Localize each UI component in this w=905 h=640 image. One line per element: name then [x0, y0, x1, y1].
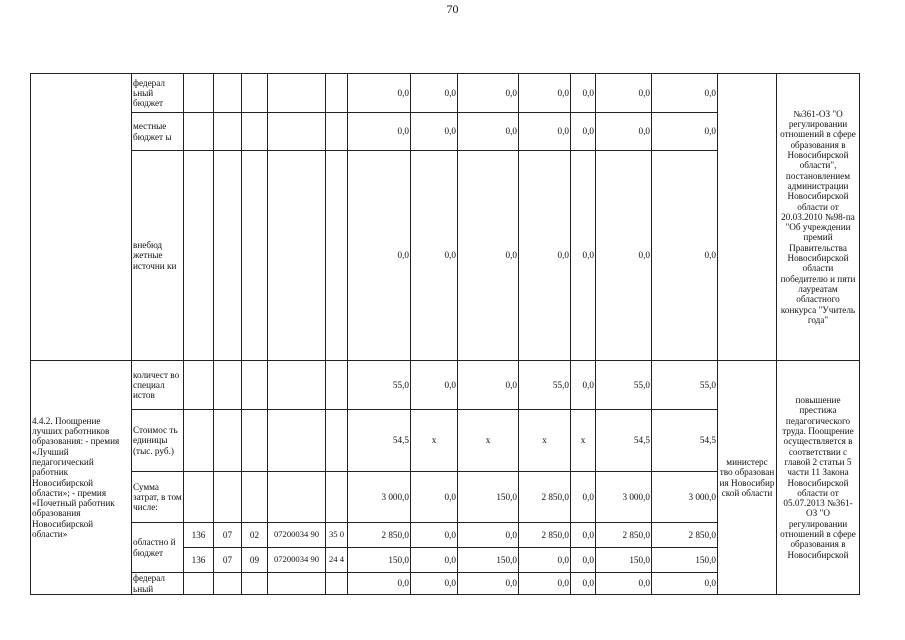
legal-basis-note: №361-ОЗ "О регулировании отношений в сфере образования в Новосибирской области", постановлением администрации Новосибирской области от 20.03.2010 №98-па "Об учреждении премий Правительства Новосибирской области победителю и пяти лауреатам областного конкурса "Учитель года"	[777, 74, 860, 361]
vr-code: 24 4	[326, 548, 348, 573]
value-cell: 0,0	[571, 74, 596, 113]
value-cell: 2 850,0	[348, 523, 411, 548]
value-cell: 2 850,0	[652, 523, 718, 548]
value-cell: 0,0	[519, 74, 571, 113]
value-cell: 55,0	[596, 361, 652, 410]
value-cell: 0,0	[571, 151, 596, 361]
value-cell: 54,5	[596, 410, 652, 472]
value-cell: 150,0	[348, 548, 411, 573]
value-cell: 0,0	[411, 472, 458, 523]
value-cell: 150,0	[458, 472, 519, 523]
value-cell: 0,0	[458, 113, 519, 151]
expected-result-note: повышение престижа педагогического труда. Поощрение осуществляется в соответствии с главой 2 статьи 5 части 11 Закона Новосибирской области от 05.07.2013 №361-ОЗ "О регулировании отношений в сфере образования в Новосибирской	[777, 361, 860, 595]
measure-description: 4.4.2. Поощрение лучших работников образования: - премия «Лучший педагогический работник Новосибирской области»; - премия «Почетный работник образования Новосибирской области»	[31, 361, 132, 595]
value-cell: 0,0	[571, 472, 596, 523]
value-cell: 0,0	[519, 548, 571, 573]
value-cell: x	[411, 410, 458, 472]
value-cell: 2 850,0	[596, 523, 652, 548]
budget-table	[30, 73, 860, 595]
value-cell: 0,0	[348, 113, 411, 151]
value-cell: 3 000,0	[596, 472, 652, 523]
indicator-label: областно й бюджет	[132, 523, 184, 573]
value-cell: 0,0	[652, 151, 718, 361]
value-cell: 0,0	[571, 523, 596, 548]
empty-description-cell	[31, 74, 132, 361]
value-cell: 0,0	[519, 573, 571, 595]
value-cell: 0,0	[458, 151, 519, 361]
value-cell: x	[458, 410, 519, 472]
value-cell: 0,0	[652, 573, 718, 595]
source-label: местные бюджет ы	[132, 113, 184, 151]
value-cell: 0,0	[458, 361, 519, 410]
value-cell: 55,0	[519, 361, 571, 410]
value-cell: 150,0	[458, 548, 519, 573]
value-cell: 0,0	[596, 74, 652, 113]
value-cell: 0,0	[458, 523, 519, 548]
value-cell: 0,0	[348, 151, 411, 361]
value-cell: 0,0	[571, 113, 596, 151]
value-cell: 0,0	[596, 151, 652, 361]
grbs-code: 136	[184, 523, 214, 548]
value-cell: 0,0	[411, 151, 458, 361]
value-cell: 3 000,0	[652, 472, 718, 523]
pr-code: 09	[242, 548, 268, 573]
table-row	[31, 361, 860, 410]
value-cell: 2 850,0	[519, 472, 571, 523]
value-cell: 0,0	[411, 523, 458, 548]
source-label: федерал ьный бюджет	[132, 74, 184, 113]
value-cell: 0,0	[652, 74, 718, 113]
value-cell: 0,0	[652, 113, 718, 151]
value-cell: 0,0	[519, 113, 571, 151]
value-cell: 0,0	[458, 74, 519, 113]
value-cell: 0,0	[571, 548, 596, 573]
value-cell: x	[571, 410, 596, 472]
indicator-label: Стоимос ть единицы (тыс. руб.)	[132, 410, 184, 472]
value-cell: 0,0	[571, 361, 596, 410]
value-cell: 3 000,0	[348, 472, 411, 523]
value-cell: 55,0	[348, 361, 411, 410]
value-cell: 150,0	[652, 548, 718, 573]
value-cell: 0,0	[348, 573, 411, 595]
value-cell: 0,0	[519, 151, 571, 361]
value-cell: 54,5	[652, 410, 718, 472]
value-cell: 150,0	[596, 548, 652, 573]
csr-code: 07200034 90	[268, 523, 326, 548]
indicator-label: количест во специал истов	[132, 361, 184, 410]
empty-executor-cell	[718, 74, 777, 361]
value-cell: 55,0	[652, 361, 718, 410]
vr-code: 35 0	[326, 523, 348, 548]
table-row	[31, 74, 860, 113]
page-number: 70	[446, 2, 459, 16]
value-cell: 0,0	[596, 113, 652, 151]
value-cell: 0,0	[411, 573, 458, 595]
value-cell: 0,0	[411, 74, 458, 113]
value-cell: 0,0	[596, 573, 652, 595]
rz-code: 07	[214, 523, 242, 548]
rz-code: 07	[214, 548, 242, 573]
value-cell: 2 850,0	[519, 523, 571, 548]
executor-cell: министерс тво образован ия Новосибир ской области	[718, 361, 777, 595]
value-cell: 0,0	[458, 573, 519, 595]
indicator-label: федерал ьный	[132, 573, 184, 595]
indicator-label: Сумма затрат, в том числе:	[132, 472, 184, 523]
pr-code: 02	[242, 523, 268, 548]
value-cell: 0,0	[411, 548, 458, 573]
source-label: внебюд жетные источни ки	[132, 151, 184, 361]
grbs-code: 136	[184, 548, 214, 573]
value-cell: 54,5	[348, 410, 411, 472]
csr-code: 07200034 90	[268, 548, 326, 573]
value-cell: 0,0	[348, 74, 411, 113]
value-cell: 0,0	[411, 113, 458, 151]
value-cell: 0,0	[411, 361, 458, 410]
value-cell: 0,0	[571, 573, 596, 595]
value-cell: x	[519, 410, 571, 472]
